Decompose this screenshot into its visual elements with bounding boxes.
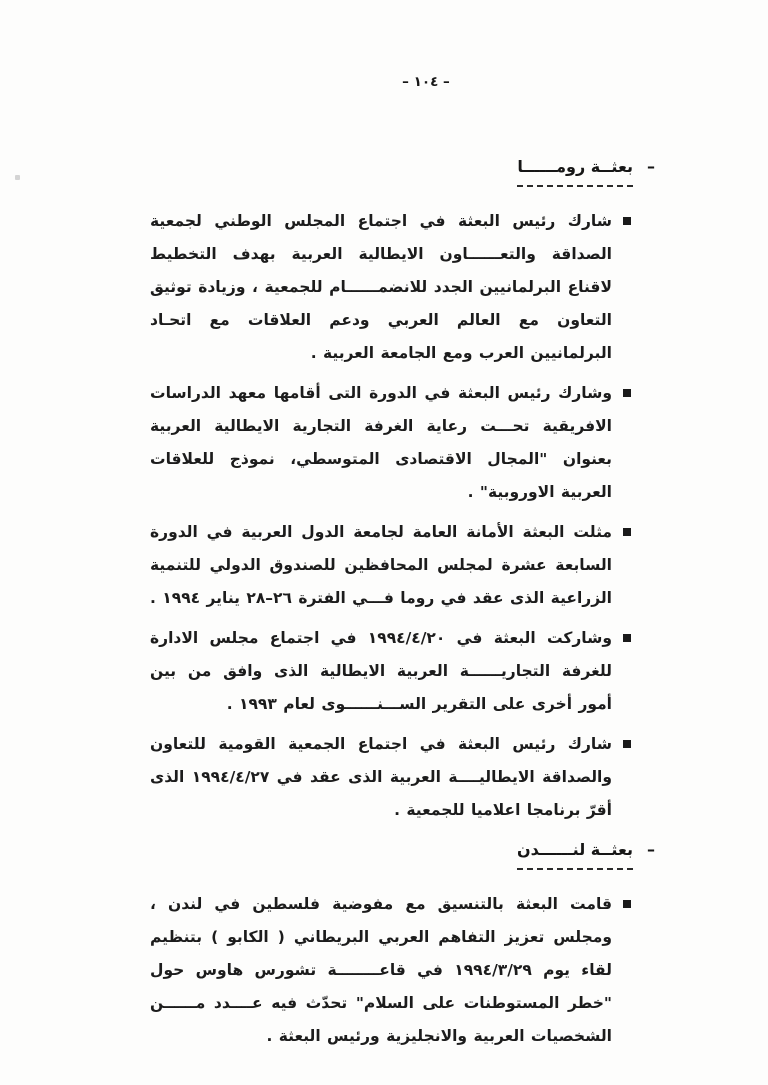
section-heading-rome: بعثــة رومــــــا xyxy=(517,154,633,187)
list-item-text: مثلت البعثة الأمانة العامة لجامعة الدول العربية في الدورة السابعة عشرة لمجلس المحافظين للصندوق الدولي للتنمية الزراعية الذى عقد في روما فـــي الفترة ٢٦–٢٨ يناير ١٩٩٤ . xyxy=(150,523,612,607)
section-heading-row xyxy=(145,837,655,870)
list-item-text: قامت البعثة بالتنسيق مع مفوضية فلسطين في لندن ، ومجلس تعزيز التفاهم العربي البريطاني ( الكابو ) بتنظيم لقاء يوم ١٩٩٤/٣/٢٩ في قاعــــــــة تشورس هاوس حول "خطر المستوطنات على السلام" تحدّث فيه عــــدد مــــــن الشخصيات العربية والانجليزية ورئيس البعثة . xyxy=(150,895,612,1045)
scan-speck xyxy=(15,175,20,180)
list-item xyxy=(145,205,631,370)
bullet-list-london xyxy=(145,888,631,1053)
list-item-text: شارك رئيس البعثة في اجتماع المجلس الوطني لجمعية الصداقة والتعــــــاون الايطالية العربية بهدف التخطيط لاقناع البرلمانيين الجدد للانضمــــــام للجمعية ، وزيادة توثيق التعاون مع العالم العربي ودعم العلاقات مع اتحـاد البرلمانيين العرب ومع الجامعة العربية . xyxy=(150,212,612,362)
list-item-text: شارك رئيس البعثة في اجتماع الجمعية القومية للتعاون والصداقة الايطاليــــة العربية الذى عقد في ١٩٩٤/٤/٢٧ الذى أقرّ برنامجا اعلاميا للجمعية . xyxy=(150,735,612,819)
list-item-text: وشاركت البعثة في ١٩٩٤/٤/٢٠ في اجتماع مجلس الادارة للغرفة التجاريــــــة العربية الايطالية الذى وافق من بين أمور أخرى على التقرير الســـنــــــوى لعام ١٩٩٣ . xyxy=(150,629,612,713)
bullet-square-icon xyxy=(623,634,631,642)
list-item xyxy=(145,888,631,1053)
document-body xyxy=(145,154,655,1060)
section-heading-london: بعثــة لنــــــدن xyxy=(517,837,633,870)
heading-dash: – xyxy=(647,840,655,859)
page-number: – ١٠٤ – xyxy=(402,74,450,90)
bullet-list-rome xyxy=(145,205,631,827)
list-item xyxy=(145,622,631,721)
bullet-square-icon xyxy=(623,389,631,397)
list-item xyxy=(145,377,631,509)
section-london-mission xyxy=(145,837,655,1053)
heading-dash: – xyxy=(647,157,655,176)
list-item xyxy=(145,516,631,615)
bullet-square-icon xyxy=(623,740,631,748)
list-item xyxy=(145,728,631,827)
section-rome-mission xyxy=(145,154,655,827)
bullet-square-icon xyxy=(623,900,631,908)
bullet-square-icon xyxy=(623,217,631,225)
section-heading-row xyxy=(145,154,655,187)
list-item-text: وشارك رئيس البعثة في الدورة التى أقامها معهد الدراسات الافريقية تحـــت رعاية الغرفة التجارية الايطالية العربية بعنوان "المجال الاقتصادى المتوسطي، نموذج للعلاقات العربية الاوروبية" . xyxy=(150,384,612,501)
bullet-square-icon xyxy=(623,528,631,536)
